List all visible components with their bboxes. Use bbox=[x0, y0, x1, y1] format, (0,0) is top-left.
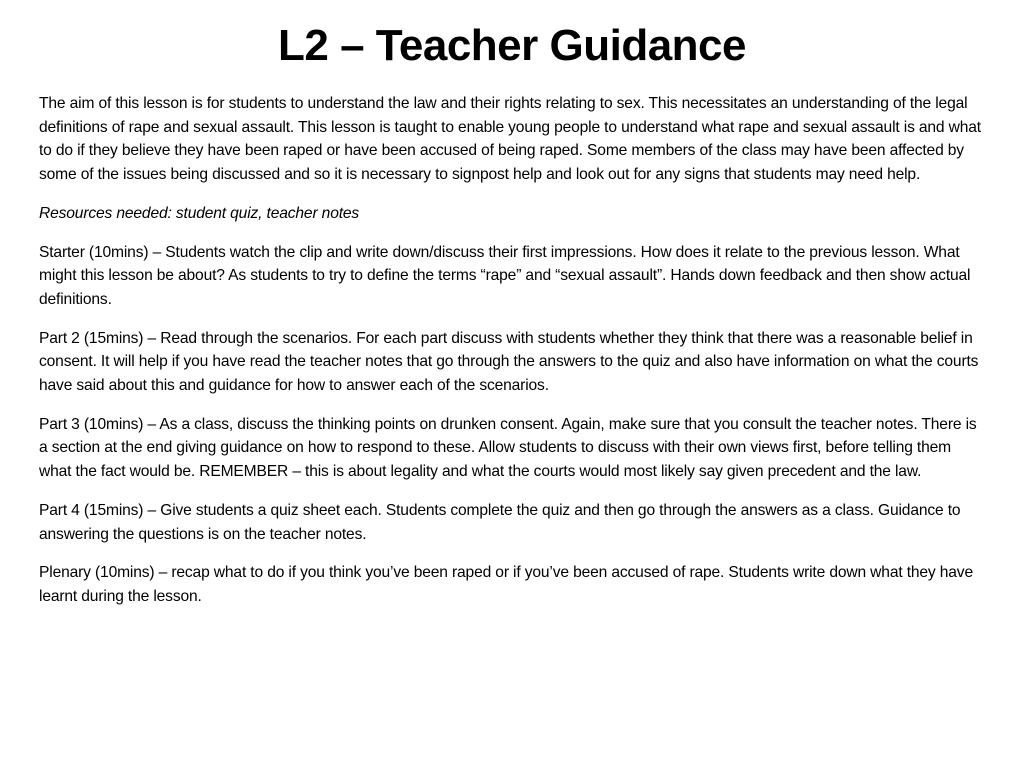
paragraph-aim: The aim of this lesson is for students to understand the law and their rights relating to sex. This necessitates an understanding of the legal definitions of rape and sexual assault. This lesson is taught to enable young people to understand what rape and sexual assault is and what to do if they believe they have been raped or have been accused of being raped. Some members of the class may have been affected by some of the issues being discussed and so it is necessary to signpost help and look out for any signs that students may need help. bbox=[39, 95, 981, 184]
paragraph-part-2: Part 2 (15mins) – Read through the scenarios. For each part discuss with students whether they think that there was a reasonable belief in consent. It will help if you have read the teacher notes that go through the answers to the quiz and also have information on what the courts have said about this and guidance for how to answer each of the scenarios. bbox=[39, 329, 979, 395]
paragraph-part-3: Part 3 (10mins) – As a class, discuss the thinking points on drunken consent. Again, make sure that you consult the teacher notes. There is a section at the end giving guidance on how to respond to these. Allow students to discuss with their own views first, before telling them what the fact would be. REMEMBER – this is about legality and what the courts would most likely say given precedent and the law. bbox=[39, 415, 977, 481]
paragraph-resources: Resources needed: student quiz, teacher notes bbox=[39, 204, 360, 222]
paragraph-starter: Starter (10mins) – Students watch the clip and write down/discuss their first impressions. How does it relate to the previous lesson. What might this lesson be about? As students to try to define the terms “rape” and “sexual assault”. Hands down feedback and then show actual definitions. bbox=[39, 243, 971, 308]
paragraph-plenary: Plenary (10mins) – recap what to do if you think you’ve been raped or if you’ve been accused of rape. Students write down what they have learnt during the lesson. bbox=[39, 564, 973, 605]
slide-body bbox=[39, 92, 987, 624]
slide-title: L2 – Teacher Guidance bbox=[278, 21, 746, 70]
paragraph-part-4: Part 4 (15mins) – Give students a quiz sheet each. Students complete the quiz and then go through the answers as a class. Guidance to answering the questions is on the teacher notes. bbox=[39, 501, 961, 543]
